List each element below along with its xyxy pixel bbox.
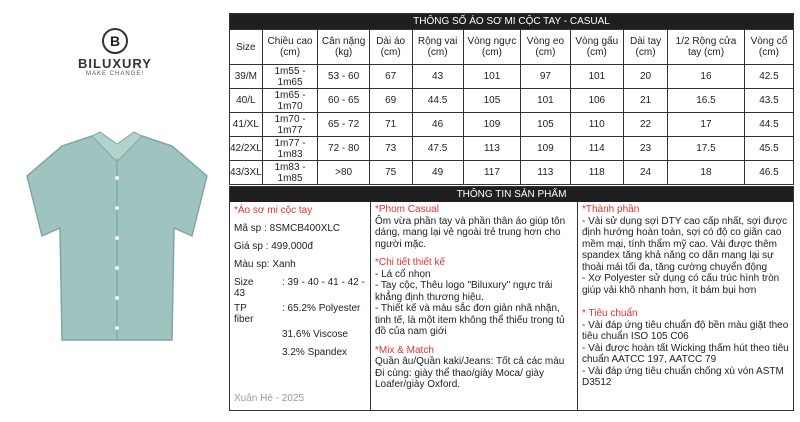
table-cell: 44.5 [744, 113, 793, 137]
left-panel [0, 0, 228, 422]
material-title: *Thành phần [582, 204, 640, 215]
table-cell: 118 [570, 161, 623, 185]
size-chart-header-cell: Rộng vai (cm) [412, 30, 463, 65]
standard-line: - Vải đáp ứng tiêu chuẩn độ bền màu giặt theo tiêu chuẩn ISO 105 C06 [582, 319, 789, 342]
size-chart-header-cell: 1/2 Rộng cửa tay (cm) [668, 30, 745, 65]
table-row [230, 65, 794, 89]
size-chart-header-cell: Vòng cổ (cm) [744, 30, 793, 65]
table-cell: 101 [463, 65, 520, 89]
table-cell: 109 [521, 137, 570, 161]
table-cell: 49 [412, 161, 463, 185]
brand-tagline: MAKE CHANGE! [85, 71, 144, 77]
table-cell: 24 [623, 161, 667, 185]
detail-title: *Chi tiết thiết kế [375, 257, 446, 268]
brand-mark: B [102, 28, 128, 54]
table-cell: 22 [623, 113, 667, 137]
table-cell: 41/XL [230, 113, 263, 137]
table-cell: 114 [570, 137, 623, 161]
mix-line: Quần âu/Quần kaki/Jeans: Tốt cả các màu [375, 356, 565, 367]
table-cell: 110 [570, 113, 623, 137]
table-cell: 17 [668, 113, 745, 137]
table-cell: 72 - 80 [318, 137, 369, 161]
detail-line: - Tay cộc, Thêu logo "Biluxury" ngực trái khẳng định thương hiệu. [375, 280, 553, 303]
table-cell: 40/L [230, 89, 263, 113]
table-cell: 101 [570, 65, 623, 89]
table-cell: 1m55 - 1m65 [262, 65, 318, 89]
table-cell: 1m70 - 1m77 [262, 113, 318, 137]
table-cell: 105 [463, 89, 520, 113]
table-cell: 1m65 - 1m70 [262, 89, 318, 113]
table-cell: 47.5 [412, 137, 463, 161]
table-cell: 43/3XL [230, 161, 263, 185]
mix-title: *Mix & Match [375, 344, 434, 356]
table-cell: 17.5 [668, 137, 745, 161]
table-cell: 18 [668, 161, 745, 185]
table-cell: 97 [521, 65, 570, 89]
table-cell: 60 - 65 [318, 89, 369, 113]
table-cell: 106 [570, 89, 623, 113]
table-cell: 113 [521, 161, 570, 185]
tp-line-3: 3.2% Spandex [282, 347, 348, 358]
size-value: : 39 - 40 - 41 - 42 - 43 [234, 277, 365, 299]
table-cell: 1m83 - 1m85 [262, 161, 318, 185]
tp-line-1: : 65.2% Polyester fiber [234, 303, 361, 325]
size-chart-header-row [230, 30, 794, 65]
form-title: *Phom Casual [375, 204, 439, 215]
table-cell: 21 [623, 89, 667, 113]
table-cell: 45.5 [744, 137, 793, 161]
size-chart-header-cell: Vòng ngực (cm) [463, 30, 520, 65]
table-cell: 73 [369, 137, 412, 161]
product-name: *Áo sơ mi cộc tay [234, 205, 313, 216]
detail-line: - Lá cổ nhọn [375, 268, 431, 280]
table-cell: 43 [412, 65, 463, 89]
table-cell: 113 [463, 137, 520, 161]
standard-line: - Vải được hoàn tất Wicking thấm hút theo tiêu chuẩn AATCC 197, AATCC 79 [582, 342, 789, 365]
table-row [230, 113, 794, 137]
table-row [230, 89, 794, 113]
table-cell: 105 [521, 113, 570, 137]
size-chart-header-cell: Vòng eo (cm) [521, 30, 570, 65]
size-label: Size [234, 277, 254, 288]
table-cell: 46 [412, 113, 463, 137]
form-text: Ôm vừa phần tay và phần thân áo giúp tôn dáng, mang lại vẻ ngoài trẻ trung hơn cho người mặc. [375, 215, 566, 250]
table-row [230, 137, 794, 161]
product-info-panel [229, 186, 794, 411]
table-cell: 46.5 [744, 161, 793, 185]
table-cell: 42/2XL [230, 137, 263, 161]
size-chart-header-cell: Dài tay (cm) [623, 30, 667, 65]
table-row [230, 161, 794, 185]
product-code: Mã sp : 8SMCB400XLC [234, 223, 341, 234]
product-composition [234, 303, 366, 325]
size-chart-body [230, 65, 794, 185]
table-cell: 23 [623, 137, 667, 161]
standard-line: - Vải đáp ứng tiêu chuẩn chống xù vón ASTM D3512 [582, 365, 784, 388]
shirt-image [22, 128, 212, 348]
table-cell: 53 - 60 [318, 65, 369, 89]
material-line: - Xơ Polyester sử dụng có cấu trúc hình tròn giúp vải khô nhanh hơn, ít bám bụi hơn [582, 273, 780, 296]
size-chart-header-cell: Chiều cao (cm) [262, 30, 318, 65]
product-design-column [371, 202, 578, 410]
table-cell: 39/M [230, 65, 263, 89]
size-chart-header-cell: Cân nặng (kg) [318, 30, 369, 65]
size-chart-header-cell: Dài áo (cm) [369, 30, 412, 65]
table-cell: 16 [668, 65, 745, 89]
table-cell: 44.5 [412, 89, 463, 113]
product-color: Màu sp: Xanh [234, 259, 296, 270]
product-basic-column [230, 202, 371, 410]
standard-title: * Tiêu chuẩn [582, 308, 638, 319]
table-cell: 109 [463, 113, 520, 137]
size-chart-header-cell: Vòng gấu (cm) [570, 30, 623, 65]
season-label: Xuân Hè - 2025 [234, 393, 305, 404]
table-cell: 71 [369, 113, 412, 137]
table-cell: 101 [521, 89, 570, 113]
table-cell: 75 [369, 161, 412, 185]
table-cell: 65 - 72 [318, 113, 369, 137]
table-cell: 42.5 [744, 65, 793, 89]
tp-label: TP [234, 303, 247, 314]
table-cell: 16.5 [668, 89, 745, 113]
table-cell: 43.5 [744, 89, 793, 113]
table-cell: >80 [318, 161, 369, 185]
tp-line-2: 31.6% Viscose [282, 329, 348, 340]
mix-line: Đi cùng: giày thể thao/giày Moca/ giày Loafer/giày Oxford. [375, 367, 544, 390]
product-price: Giá sp : 499.000đ [234, 241, 313, 252]
brand-logo [60, 28, 170, 77]
table-cell: 20 [623, 65, 667, 89]
size-chart-table [229, 13, 794, 185]
material-line: - Vải sử dụng sợi DTY cao cấp nhất, sợi được định hướng hoàn toàn, sợi có độ co giãn cao mềm mại, tính thẩm mỹ cao. Vải được thêm spandex tăng khả năng co dãn mang lại sự thoải mái tối đa, tăng cường chuyển động [582, 215, 788, 273]
product-material-column [578, 202, 793, 410]
table-cell: 1m77 - 1m83 [262, 137, 318, 161]
product-size [234, 277, 366, 299]
brand-name: BILUXURY [78, 56, 152, 71]
table-cell: 69 [369, 89, 412, 113]
table-cell: 117 [463, 161, 520, 185]
size-chart-header-cell: Size [230, 30, 263, 65]
size-chart-title: THÔNG SỐ ÁO SƠ MI CỘC TAY - CASUAL [230, 14, 794, 30]
product-info-title: THÔNG TIN SẢN PHẨM [230, 187, 793, 202]
table-cell: 67 [369, 65, 412, 89]
detail-line: - Thiết kế và màu sắc đơn giản nhã nhặn, tinh tế, là một item không thể thiếu trong tủ đồ của nam giới [375, 303, 565, 337]
